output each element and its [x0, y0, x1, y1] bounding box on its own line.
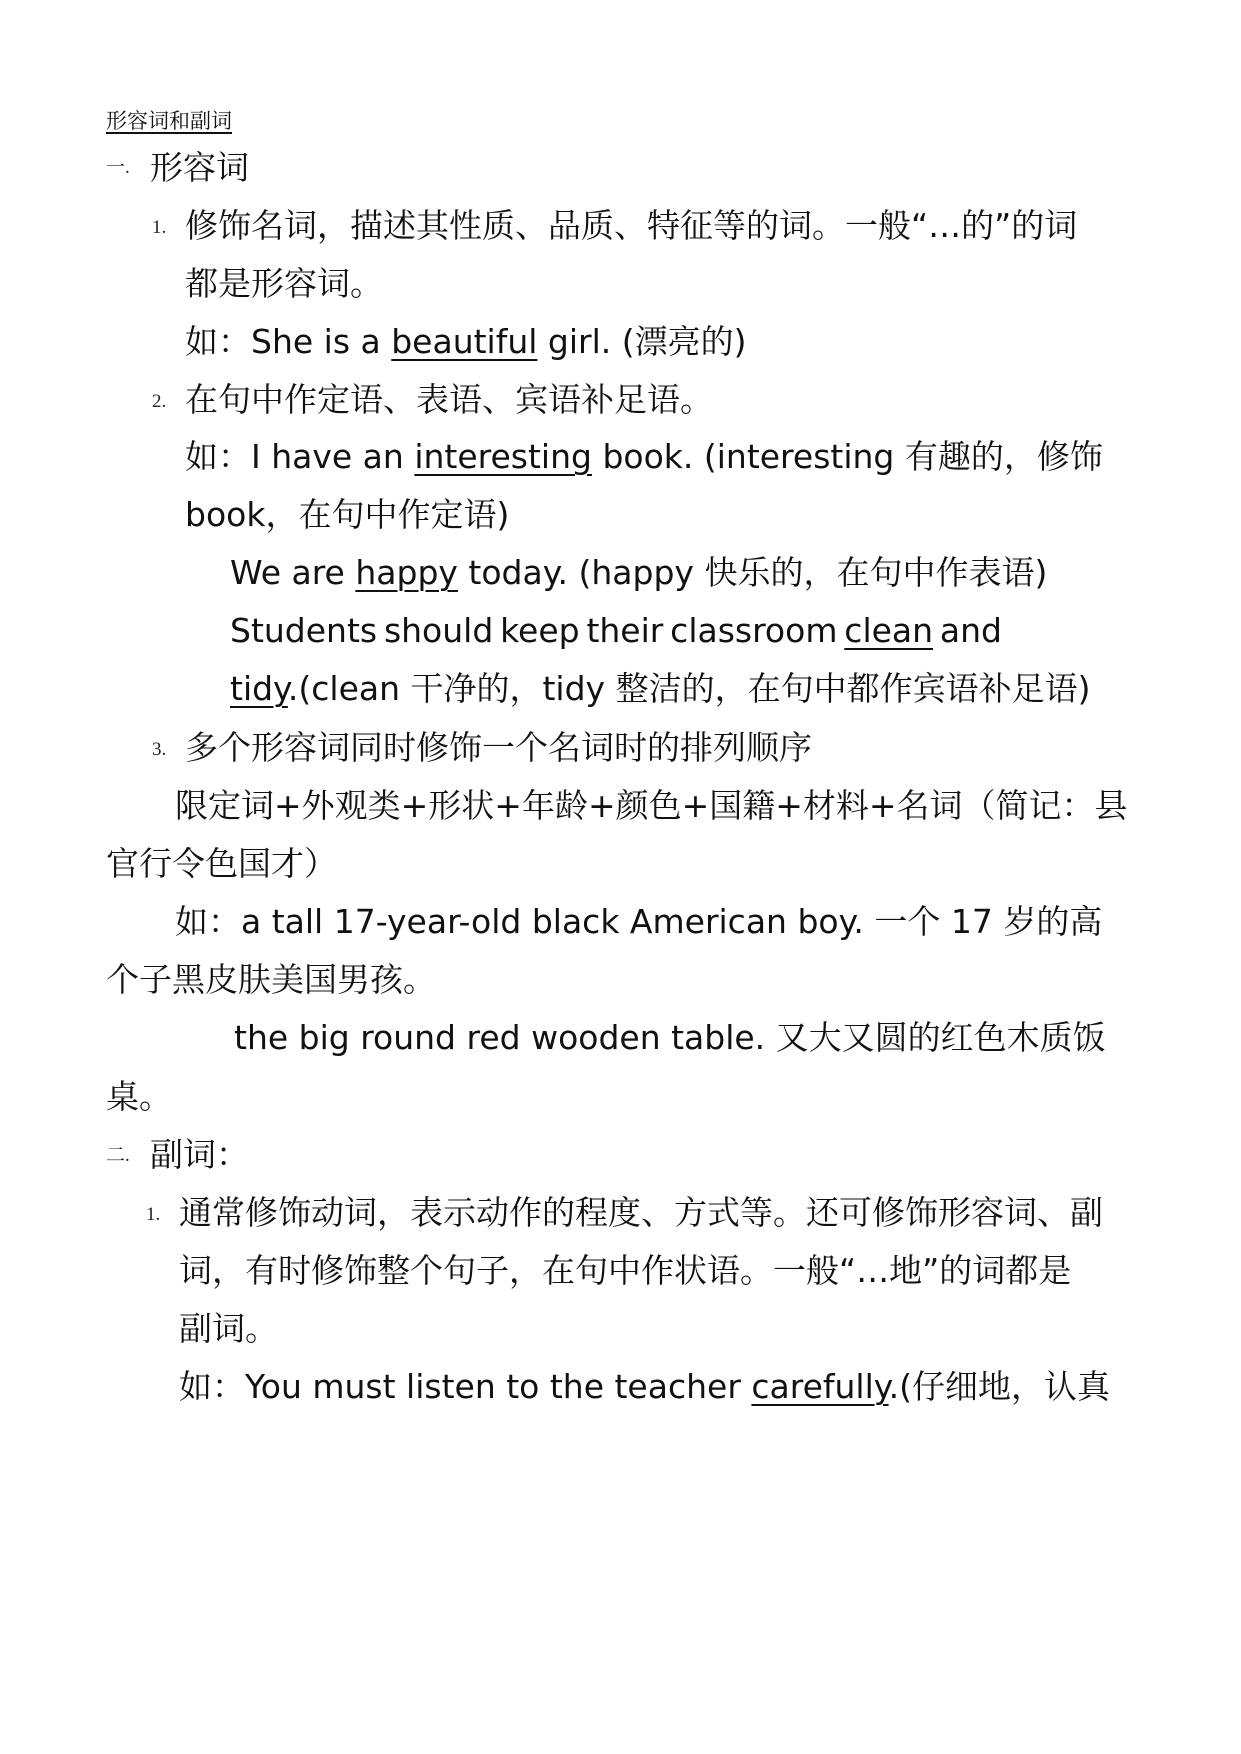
item-2-1-line3: 副词。: [179, 1309, 278, 1348]
example-prefix: We are: [230, 553, 356, 592]
item-1-3-rule-line1: 限定词+外观类+形状+年龄+颜色+国籍+材料+名词（简记：县: [175, 786, 1128, 825]
example-keyword: happy: [355, 553, 458, 592]
example-prefix: 如：You must listen to the teacher: [179, 1367, 752, 1406]
item-1-2-line1: 在句中作定语、表语、宾语补足语。: [185, 380, 713, 419]
example-keyword: clean: [844, 611, 934, 650]
item-1-1-marker: 1.: [152, 217, 167, 238]
example-suffix: .(clean 干净的，tidy 整洁的，在句中都作宾语补足语): [287, 669, 1091, 708]
example-prefix: 如：She is a: [185, 322, 392, 361]
example-keyword: tidy: [230, 669, 288, 708]
example-word: classroom: [670, 611, 838, 650]
item-2-1-line1: 通常修饰动词，表示动作的程度、方式等。还可修饰形容词、副: [179, 1193, 1103, 1232]
item-2-1-line2: 词，有时修饰整个句子，在句中作状语。一般“…地”的词都是: [179, 1251, 1072, 1290]
example-word: Students: [230, 611, 378, 650]
example-suffix: .(仔细地，认真: [888, 1367, 1110, 1406]
example-keyword: interesting: [414, 437, 592, 476]
item-1-3-example-1: 如：a tall 17-year-old black American boy. 一个 17 岁的高: [175, 902, 1103, 941]
example-word: and: [939, 611, 1002, 650]
item-1-3-example-2: the big round red wooden table. 又大又圆的红色木质饭: [234, 1018, 1106, 1057]
item-1-3-rule-line2: 官行令色国才）: [106, 844, 337, 883]
item-2-1-marker: 1.: [146, 1204, 161, 1225]
item-1-1-line1: 修饰名词，描述其性质、品质、特征等的词。一般“…的”的词: [185, 206, 1078, 245]
item-1-2-marker: 2.: [152, 391, 167, 412]
section-1-heading: 形容词: [150, 148, 249, 187]
example-suffix: book. (interesting 有趣的，修饰: [591, 437, 1103, 476]
section-2-marker: 二.: [106, 1145, 130, 1166]
section-2-heading: 副词：: [150, 1135, 249, 1174]
item-1-2-example-3: [230, 611, 1002, 651]
example-word: their: [586, 611, 664, 650]
example-keyword: beautiful: [391, 322, 538, 361]
example-suffix: today. (happy 快乐的，在句中作表语): [457, 553, 1048, 592]
example-word: keep: [500, 611, 580, 650]
item-1-2-example-1: [185, 437, 1103, 477]
item-1-2-example-2: [230, 553, 1047, 593]
item-1-3-example-1-cont: 个子黑皮肤美国男孩。: [106, 960, 436, 999]
item-1-3-line1: 多个形容词同时修饰一个名词时的排列顺序: [185, 728, 812, 767]
section-1-marker: 一.: [106, 157, 130, 178]
item-2-1-example: [179, 1367, 1110, 1407]
item-1-2-example-3-cont: [230, 669, 1090, 709]
item-1-1-line2: 都是形容词。: [185, 264, 383, 303]
example-prefix: 如：I have an: [185, 437, 415, 476]
item-1-1-example: [185, 322, 747, 362]
example-word: should: [383, 611, 494, 650]
item-1-2-example-1-cont: book，在句中作定语): [185, 495, 510, 534]
example-suffix: girl. (漂亮的): [537, 322, 747, 361]
item-1-3-example-2-cont: 桌。: [106, 1077, 172, 1116]
item-1-3-marker: 3.: [152, 739, 167, 760]
page-title: 形容词和副词: [106, 109, 232, 133]
example-keyword: carefully: [751, 1367, 889, 1406]
